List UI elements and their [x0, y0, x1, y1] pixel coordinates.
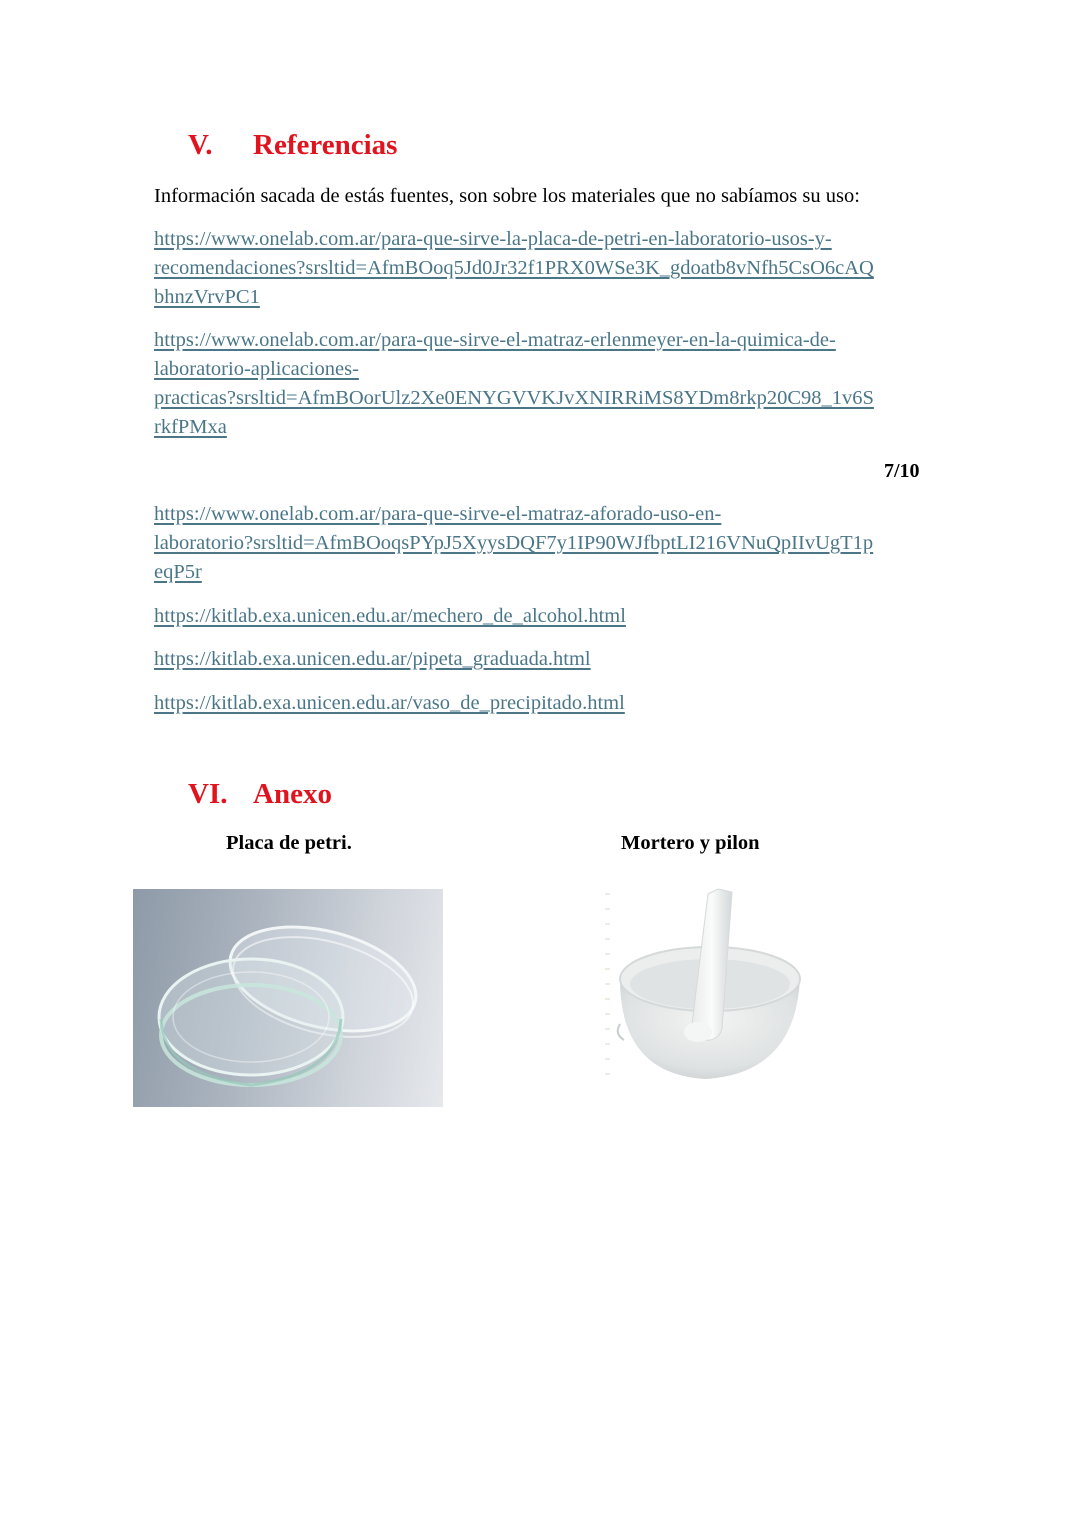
section-number: VI.	[188, 778, 228, 810]
section-title: Referencias	[253, 129, 398, 161]
reference-link-erlenmeyer[interactable]: rkfPMxa	[154, 416, 227, 438]
reference-link-erlenmeyer[interactable]: https://www.onelab.com.ar/para-que-sirve-el-matraz-erlenmeyer-en-la-quimica-de-	[154, 329, 836, 351]
reference-link-pipeta[interactable]: https://kitlab.exa.unicen.edu.ar/pipeta_graduada.html	[154, 648, 591, 670]
reference-link-aforado[interactable]: eqP5r	[154, 561, 202, 583]
figure-caption-petri: Placa de petri.	[226, 832, 352, 854]
reference-link-petri[interactable]: https://www.onelab.com.ar/para-que-sirve-la-placa-de-petri-en-laboratorio-usos-y-	[154, 228, 832, 250]
reference-item	[154, 225, 929, 312]
reference-item	[154, 645, 929, 674]
petri-dish-image	[133, 889, 443, 1107]
reference-link-erlenmeyer[interactable]: practicas?srsltid=AfmBOorUlz2Xe0ENYGVVKJvXNIRRiMS8YDm8rkp20C98_1v6S	[154, 387, 874, 409]
reference-link-erlenmeyer[interactable]: laboratorio-aplicaciones-	[154, 358, 359, 380]
reference-link-aforado[interactable]: https://www.onelab.com.ar/para-que-sirve-el-matraz-aforado-uso-en-	[154, 503, 722, 525]
section-number: V.	[188, 129, 213, 161]
reference-item	[154, 689, 929, 718]
reference-link-petri[interactable]: recomendaciones?srsltid=AfmBOoq5Jd0Jr32f1PRX0WSe3K_gdoatb8vNfh5CsO6cAQ	[154, 257, 874, 279]
reference-item	[154, 602, 929, 631]
reference-link-vaso[interactable]: https://kitlab.exa.unicen.edu.ar/vaso_de_precipitado.html	[154, 692, 625, 714]
reference-item	[154, 500, 929, 587]
reference-item	[154, 326, 929, 442]
reference-link-aforado[interactable]: laboratorio?srsltid=AfmBOoqsPYpJ5XyysDQF7y1IP90WJfbptLI216VNuQpIIvUgT1p	[154, 532, 874, 554]
reference-link-petri[interactable]: bhnzVrvPC1	[154, 286, 260, 308]
reference-link-mechero[interactable]: https://kitlab.exa.unicen.edu.ar/mechero_de_alcohol.html	[154, 605, 626, 627]
mortar-and-pestle-image	[600, 884, 805, 1084]
references-intro: Información sacada de estás fuentes, son sobre los materiales que no sabíamos su uso:	[154, 185, 860, 207]
section-title: Anexo	[253, 778, 332, 810]
figure-caption-mortar: Mortero y pilon	[621, 832, 760, 854]
page-number: 7/10	[884, 460, 920, 482]
